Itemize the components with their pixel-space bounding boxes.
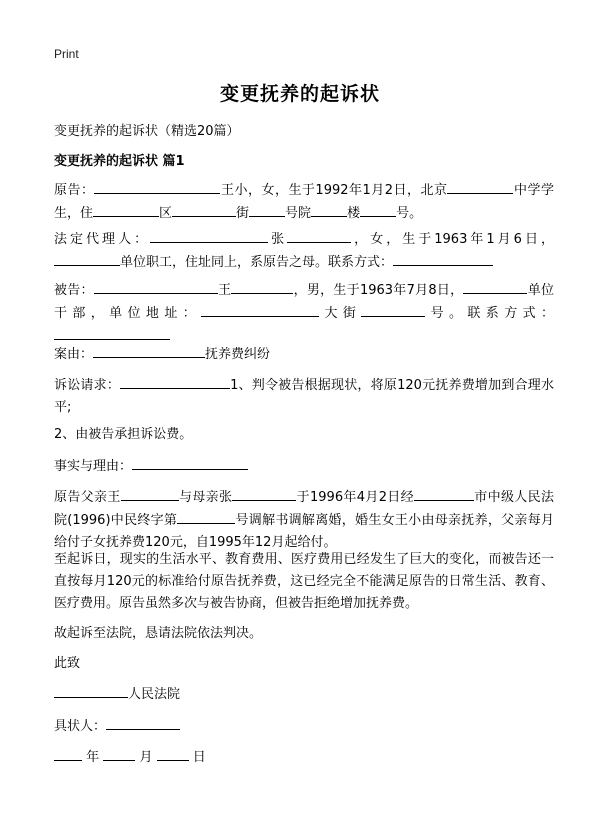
blank-line: [463, 279, 527, 294]
closing-line: 故起诉至法院，恳请法院依法判决。: [54, 626, 263, 641]
blank-line: [311, 202, 347, 217]
defendant-text-1: ，男，生于1963年7月8日，: [293, 283, 464, 298]
blank-line: [232, 486, 296, 501]
facts-text-e: 号调解书调解离婚，婚生女王小由母亲抚养，父亲每月给付子女抚养费120元，自1995年12月起给付。: [54, 513, 554, 550]
plaintiff-paragraph: [54, 179, 554, 225]
guardian-text-1: ，女，生于1963年1月6日，: [351, 232, 554, 247]
blank-line: [360, 202, 396, 217]
case-text: 抚养费纠纷: [205, 347, 271, 362]
case-paragraph: [54, 343, 554, 366]
guardian-text-2: 单位职工，住址同上，系原告之母。联系方式：: [120, 255, 394, 270]
case-label: 案由：: [54, 347, 94, 362]
plaintiff-text-1: 王小，女，生于1992年1月2日，北京: [220, 183, 448, 198]
date-line: [54, 746, 554, 769]
blank-line: [150, 228, 268, 243]
blank-line: [287, 228, 351, 243]
blank-line: [54, 746, 82, 761]
blank-line: [54, 251, 120, 266]
blank-line: [157, 746, 189, 761]
blank-line: [121, 486, 179, 501]
salutation: 此致: [54, 656, 81, 671]
defendant-street: 大街: [319, 306, 362, 321]
blank-line: [93, 343, 205, 358]
blank-line: [447, 179, 513, 194]
facts-label-line: [54, 455, 554, 478]
blank-line: [103, 746, 135, 761]
claims-paragraph: [54, 374, 554, 419]
plaintiff-district: 区: [159, 206, 173, 221]
blank-line: [172, 202, 236, 217]
signer-line: [54, 715, 554, 738]
blank-line: [361, 302, 425, 317]
section-heading: 变更抚养的起诉状 篇1: [54, 154, 185, 169]
blank-line: [249, 202, 285, 217]
print-link[interactable]: Print: [54, 47, 79, 61]
facts-text-b: 与母亲张: [178, 490, 233, 505]
blank-line: [106, 715, 180, 730]
court-line: [54, 683, 554, 706]
blank-line: [132, 455, 248, 470]
blank-line: [177, 509, 235, 524]
doc-subtitle: 变更抚养的起诉状（精选20篇）: [54, 124, 240, 139]
facts-text-c: 于1996年4月2日经: [296, 490, 414, 505]
defendant-name: 王: [217, 283, 232, 298]
guardian-paragraph: [54, 228, 554, 274]
claims-item-1: 1、判令被告根据现状，将原120元抚养费增加到合理水平;: [54, 378, 554, 415]
plaintiff-house: 号院: [285, 206, 312, 221]
facts-paragraph-2: 至起诉日，现实的生活水平、教育费用、医疗费用已经发生了巨大的变化，而被告还一直按每月120元的标准给付原告抚养费，这已经完全不能满足原告的日常生活、教育、医疗费用。原告虽然多次与被告协商，但被告拒绝增加抚养费。: [54, 552, 554, 611]
blank-line: [94, 279, 218, 294]
date-year: 年: [86, 750, 100, 765]
page-title: 变更抚养的起诉状: [219, 83, 380, 105]
court-suffix: 人民法院: [128, 687, 181, 702]
date-day: 日: [192, 750, 206, 765]
plaintiff-building: 楼: [347, 206, 361, 221]
blank-line: [393, 251, 493, 266]
facts-text-d: 市中级人民法院(1996)中民终字第: [54, 490, 554, 528]
defendant-text-2: 单位干部，单位地址：: [54, 283, 554, 321]
claims-item-2: 2、由被告承担诉讼费。: [54, 427, 193, 442]
defendant-label: 被告：: [54, 283, 94, 298]
plaintiff-label: 原告：: [54, 183, 95, 198]
blank-line: [414, 486, 474, 501]
blank-line: [54, 683, 128, 698]
blank-line: [201, 302, 319, 317]
plaintiff-text-2: 中学学生，住: [54, 183, 554, 221]
facts-text-a: 原告父亲王: [54, 490, 121, 505]
plaintiff-street: 街: [236, 206, 250, 221]
blank-line: [231, 279, 293, 294]
blank-line: [54, 325, 170, 340]
defendant-paragraph: [54, 279, 554, 348]
claims-label: 诉讼请求：: [54, 378, 121, 393]
guardian-label: 法定代理人：: [54, 232, 151, 247]
plaintiff-number: 号。: [396, 206, 423, 221]
guardian-name: 张: [268, 232, 288, 247]
blank-line: [93, 202, 159, 217]
blank-line: [120, 374, 230, 389]
date-month: 月: [139, 750, 153, 765]
defendant-text-3: 号。联系方式：: [425, 306, 554, 321]
signer-label: 具状人：: [54, 719, 107, 734]
blank-line: [94, 179, 220, 194]
facts-paragraph-1: [54, 486, 554, 554]
facts-label: 事实与理由：: [54, 459, 133, 474]
